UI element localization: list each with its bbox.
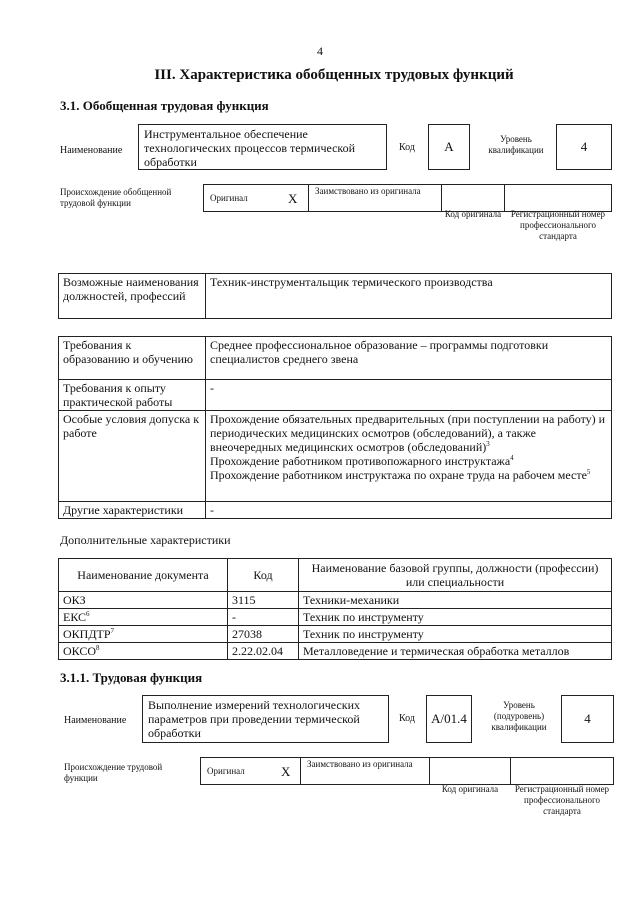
row-name: Техники-механики: [299, 592, 612, 609]
col-name-header: Наименование базовой группы, должности (профессии) или специальности: [299, 559, 612, 592]
gtf-original-cell: [203, 184, 309, 212]
col-code-header: Код: [228, 559, 299, 592]
row-doc: ОКПДТР$^7$: [59, 626, 228, 643]
experience-value: -: [206, 380, 612, 411]
other-label: Другие характеристики: [59, 502, 206, 519]
positions-label: Возможные наименования должностей, профессий: [59, 274, 206, 319]
gtf-code-value: A: [428, 124, 470, 170]
tf-level-value: 4: [561, 695, 614, 743]
conditions-line1: Прохождение обязательных предварительных (при поступлении на работу) и периодических медицинских осмотров (обследований), а также внеочередных медицинских осмотров (обследований): [210, 412, 606, 454]
row-code: -: [228, 609, 299, 626]
conditions-line3-footnote: 5: [586, 468, 591, 476]
gtf-borrowed-cell: Заимствовано из оригинала: [308, 184, 442, 212]
row-code: 27038: [228, 626, 299, 643]
table-row: [59, 609, 612, 626]
gtf-heading: 3.1. Обобщенная трудовая функция: [60, 98, 269, 113]
conditions-value: [206, 411, 612, 502]
tf-original-cell: [200, 757, 301, 785]
gtf-original-mark: X: [288, 191, 298, 206]
row-doc: ОКЗ: [59, 592, 228, 609]
gtf-code-label: Код: [399, 142, 415, 153]
education-label: Требования к образованию и обучению: [59, 337, 206, 380]
requirements-table: [58, 336, 612, 519]
row-doc: ОКСО$^8$: [59, 643, 228, 660]
conditions-line3: Прохождение работником инструктажа по охране труда на рабочем месте: [210, 468, 587, 482]
gtf-level-label: Уровень квалификации: [488, 134, 544, 155]
gtf-reg-number-label: Регистрационный номер профессионального стандарта: [510, 209, 606, 241]
tf-name-label: Наименование: [64, 715, 127, 726]
tf-name-value: Выполнение измерений технологических параметров при проведении термической обработки: [142, 695, 389, 743]
gtf-level-value: 4: [556, 124, 612, 170]
tf-origin-label: Происхождение трудовой функции: [64, 762, 163, 783]
gtf-reg-number-cell: [504, 184, 612, 212]
gtf-name-label: Наименование: [60, 145, 123, 156]
row-name: Техник по инструменту: [299, 626, 612, 643]
tf-original-label: Оригинал: [207, 766, 245, 776]
tf-level-label: Уровень (подуровень) квалификации: [491, 700, 547, 732]
gtf-origin-label: Происхождение обобщенной трудовой функции: [60, 187, 172, 208]
row-doc: ЕКС$^6$: [59, 609, 228, 626]
col-doc-header: Наименование документа: [59, 559, 228, 592]
additional-table: [58, 558, 612, 660]
table-row: [59, 592, 612, 609]
experience-label: Требования к опыту практической работы: [59, 380, 206, 411]
gtf-original-label: Оригинал: [210, 193, 248, 203]
tf-reg-number-label: Регистрационный номер профессионального стандарта: [514, 784, 610, 816]
gtf-name-value: Инструментальное обеспечение технологических процессов термической обработки: [138, 124, 387, 170]
tf-reg-number-cell: [510, 757, 614, 785]
tf-code-original-label: Код оригинала: [441, 784, 499, 794]
conditions-label: Особые условия допуска к работе: [59, 411, 206, 502]
additional-heading: Дополнительные характеристики: [60, 533, 231, 547]
table-row: [59, 626, 612, 643]
gtf-code-original-label: Код оригинала: [444, 209, 502, 219]
other-value: -: [206, 502, 612, 519]
education-value: Среднее профессиональное образование – программы подготовки специалистов среднего звена: [206, 337, 612, 380]
tf-code-original-cell: [429, 757, 511, 785]
table-row: [59, 643, 612, 660]
gtf-code-original-cell: [441, 184, 505, 212]
row-name: Металловедение и термическая обработка металлов: [299, 643, 612, 660]
tf-code-value: A/01.4: [426, 695, 472, 743]
conditions-line2: Прохождение работником противопожарного инструктажа: [210, 454, 511, 468]
positions-table: [58, 273, 612, 319]
tf-heading: 3.1.1. Трудовая функция: [60, 670, 203, 685]
page-number: 4: [317, 44, 323, 58]
tf-borrowed-cell: Заимствовано из оригинала: [300, 757, 430, 785]
conditions-line2-footnote: 4: [510, 454, 514, 462]
section-title: III. Характеристика обобщенных трудовых функций: [154, 67, 514, 83]
positions-value: Техник-инструментальщик термического производства: [206, 274, 612, 319]
row-code: 2.22.02.04: [228, 643, 299, 660]
tf-code-label: Код: [399, 713, 415, 724]
tf-original-mark: X: [281, 764, 291, 779]
row-name: Техник по инструменту: [299, 609, 612, 626]
row-code: 3115: [228, 592, 299, 609]
conditions-line1-footnote: 3: [486, 440, 490, 448]
